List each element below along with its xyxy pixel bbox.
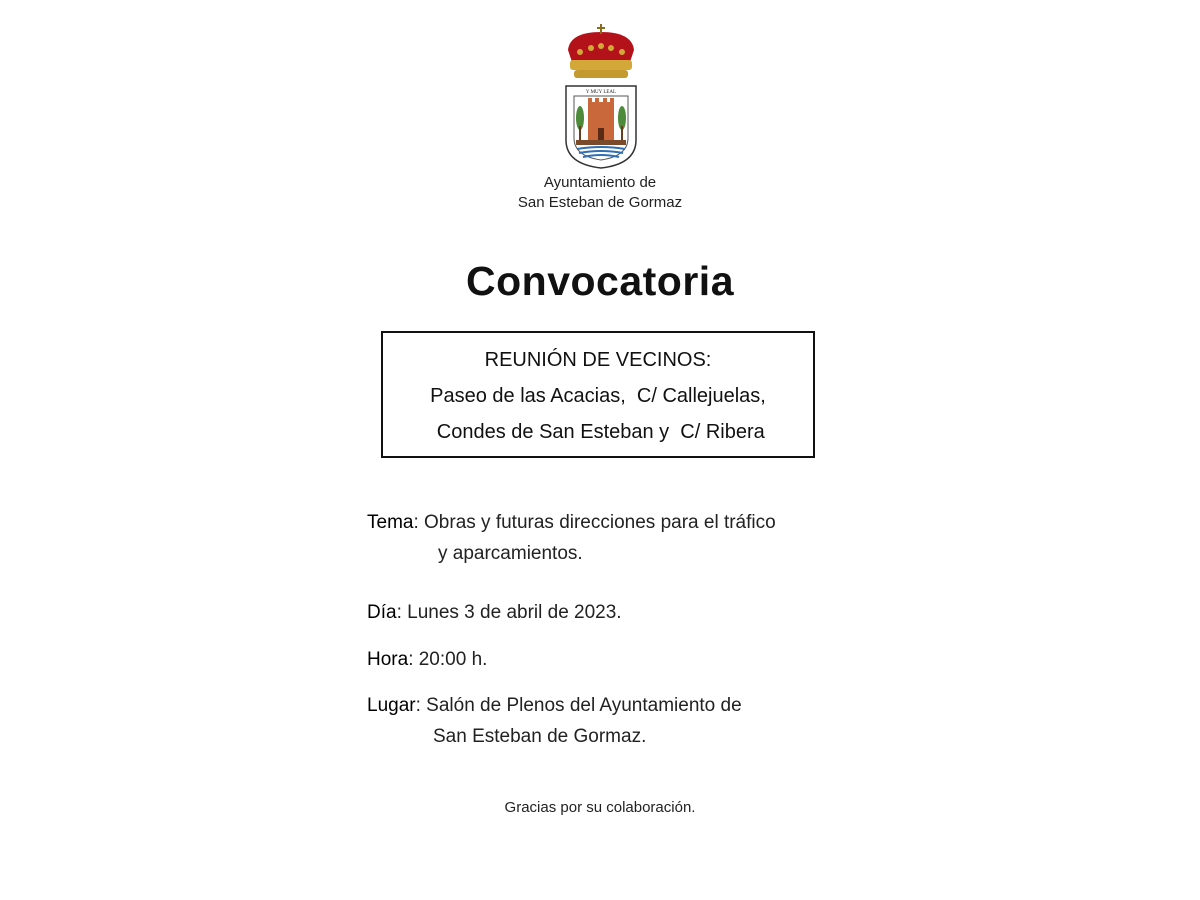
meeting-subject-box xyxy=(381,331,815,458)
hora-label: Hora xyxy=(367,649,409,670)
dia-label: Día xyxy=(367,602,397,623)
tema-row xyxy=(367,507,776,539)
org-name-line2: San Esteban de Gormaz xyxy=(517,194,683,211)
tema-value: : Obras y futuras direcciones para el tráfico xyxy=(413,512,776,533)
lugar-label: Lugar xyxy=(367,695,416,716)
hora-row xyxy=(367,644,487,676)
lugar-value-cont: San Esteban de Gormaz. xyxy=(433,726,647,747)
coat-of-arms-logo xyxy=(560,22,642,170)
tema-label: Tema xyxy=(367,512,414,533)
box-line-2: Paseo de las Acacias, C/ Callejuelas, xyxy=(430,385,766,407)
page-title: Convocatoria xyxy=(466,258,734,304)
thanks-note: Gracias por su colaboración. xyxy=(504,799,696,816)
crest-motto: Y MUY LEAL xyxy=(585,90,617,95)
dia-row xyxy=(367,597,622,629)
lugar-row xyxy=(367,690,742,722)
dia-value: : Lunes 3 de abril de 2023. xyxy=(396,602,622,623)
lugar-value: : Salón de Plenos del Ayuntamiento de xyxy=(415,695,742,716)
box-line-3: Condes de San Esteban y C/ Ribera xyxy=(431,421,765,443)
hora-value: : 20:00 h. xyxy=(408,649,488,670)
box-line-1: REUNIÓN DE VECINOS: xyxy=(484,349,712,371)
org-name-line1: Ayuntamiento de xyxy=(543,174,657,191)
tema-value-cont: y aparcamientos. xyxy=(438,543,583,564)
